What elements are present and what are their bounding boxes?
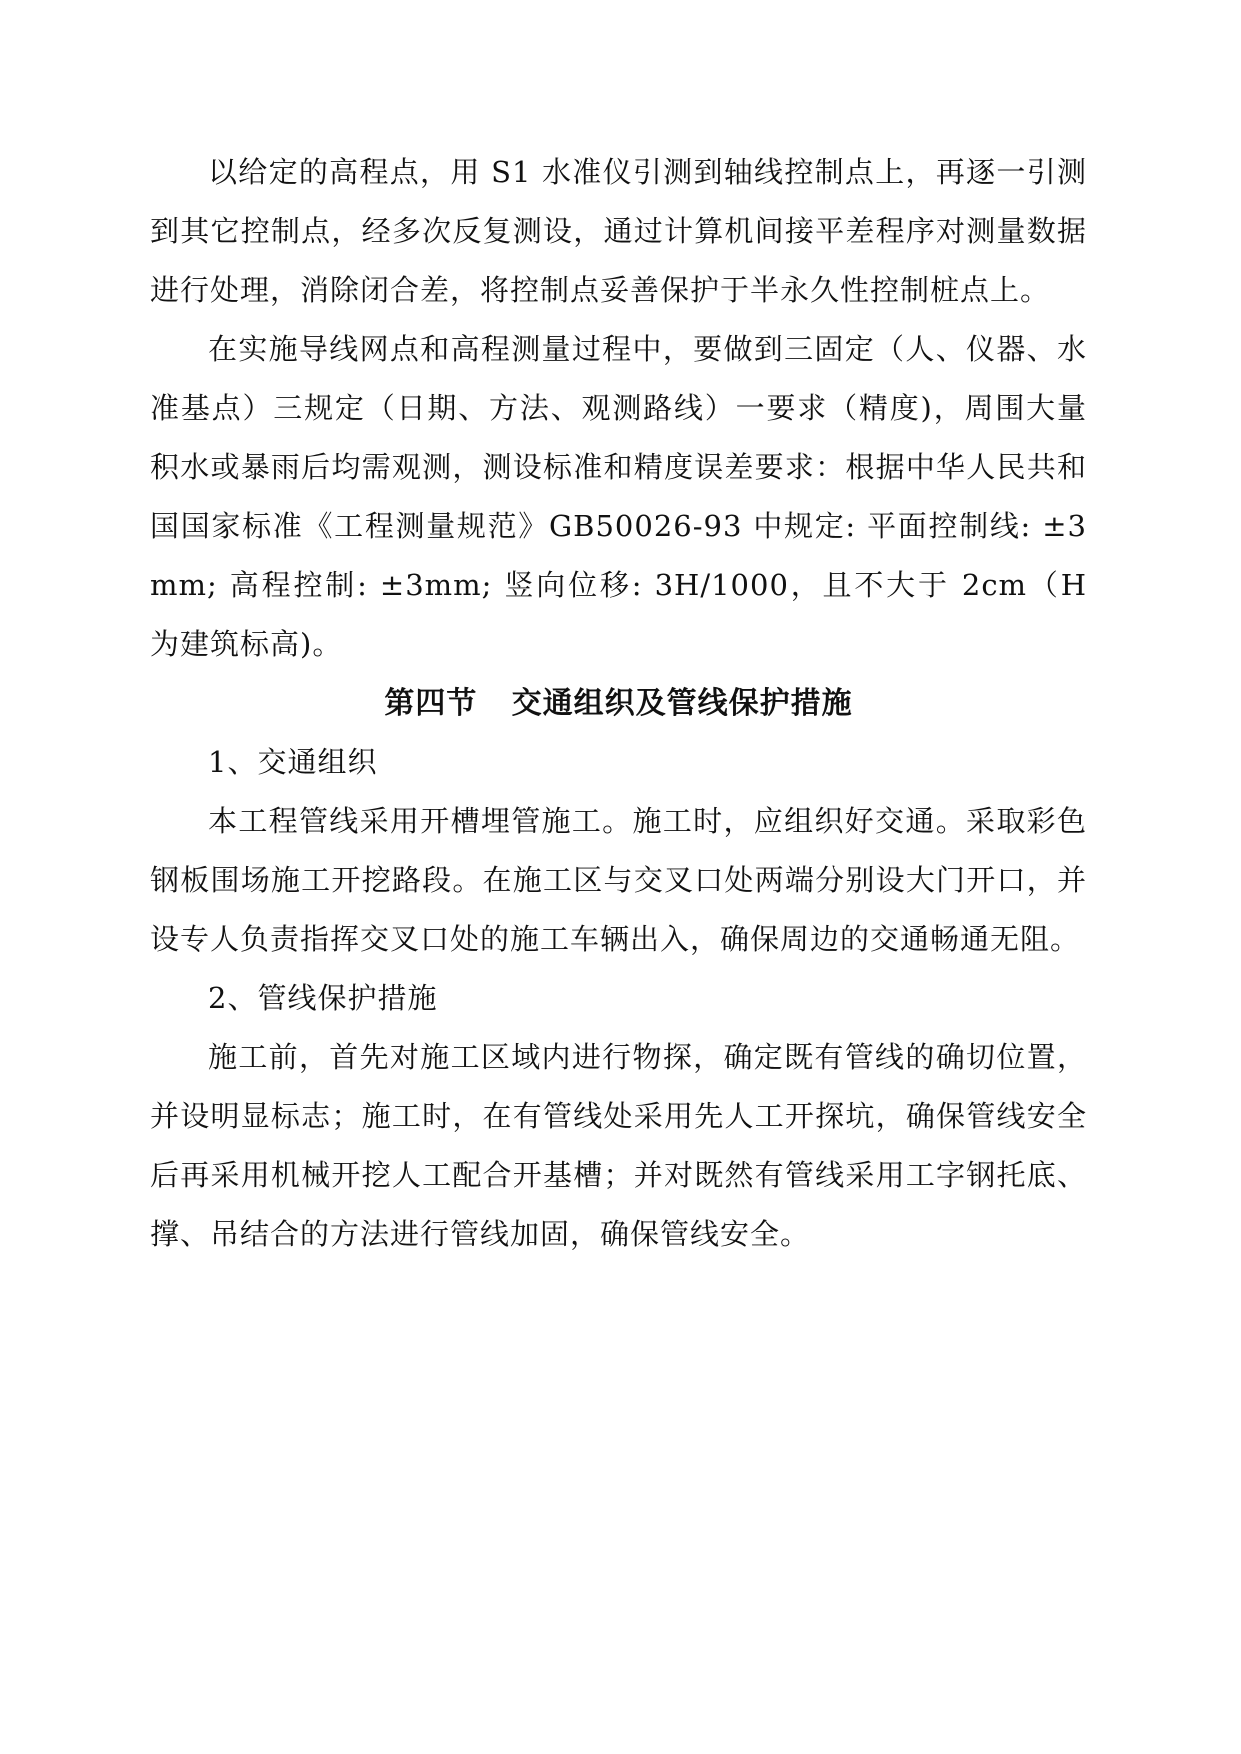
paragraph-pipeline-protection: 施工前，首先对施工区域内进行物探，确定既有管线的确切位置，并设明显标志；施工时，在有管线处采用先人工开探坑，确保管线安全后再采用机械开挖人工配合开基槽；并对既然有管线采用工字钢托底、撑、吊结合的方法进行管线加固，确保管线安全。 [150,1040,1087,1251]
paragraph-survey-standards: 在实施导线网点和高程测量过程中，要做到三固定（人、仪器、水准基点）三规定（日期、方法、观测路线）一要求（精度)，周围大量积水或暴雨后均需观测，测设标准和精度误差要求：根据中华人民共和国国家标准《工程测量规范》GB50026-93 中规定: 平面控制线: ±3mm; 高程控制: ±3mm; 竖向位移: 3H/1000，且不大于 2cm（H 为建筑标高)。 [150,332,1087,661]
subsection-title-pipeline: 2、管线保护措施 [208,981,438,1015]
paragraph-traffic-organization: 本工程管线采用开槽埋管施工。施工时，应组织好交通。采取彩色钢板围场施工开挖路段。在施工区与交叉口处两端分别设大门开口，并设专人负责指挥交叉口处的施工车辆出入，确保周边的交通畅通无阻。 [150,804,1087,956]
subsection-title-traffic: 1、交通组织 [208,745,378,779]
paragraph-survey-control: 以给定的高程点，用 S1 水准仪引测到轴线控制点上，再逐一引测到其它控制点，经多次反复测设，通过计算机间接平差程序对测量数据进行处理，消除闭合差，将控制点妥善保护于半永久性控制桩点上。 [150,155,1087,307]
page-content [150,143,1087,1264]
section-heading: 第四节 交通组织及管线保护措施 [384,686,853,721]
